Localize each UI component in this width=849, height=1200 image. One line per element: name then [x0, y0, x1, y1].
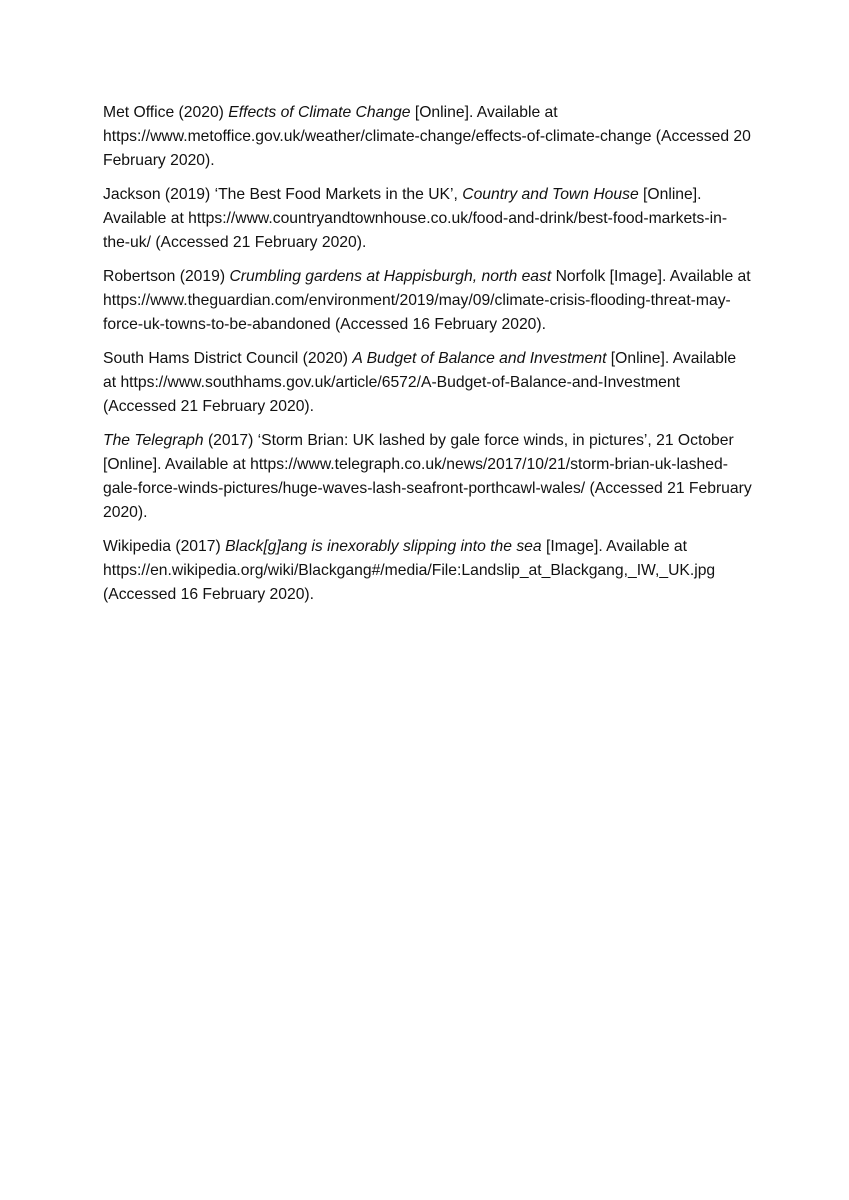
reference-entry: [103, 265, 753, 337]
reference-list: [103, 101, 753, 617]
reference-text: [Online]. Available at https://www.southhams.gov.uk/article/6572/A-Budget-of-Balance-and-Investment (Accessed 21 February 2020).: [103, 350, 737, 415]
reference-entry: [103, 347, 753, 419]
reference-text: Robertson (2019): [103, 268, 230, 285]
reference-text: [Online]. Available at https://www.countryandtownhouse.co.uk/food-and-drink/best-food-markets-in-the-uk/ (Accessed 21 February 2020).: [103, 186, 728, 251]
reference-text: [Image]. Available at https://en.wikipedia.org/wiki/Blackgang#/media/File:Landslip_at_Blackgang,_IW,_UK.jpg (Accessed 16 February 2020).: [103, 538, 716, 603]
reference-italic-title: Crumbling gardens at Happisburgh, north east: [229, 268, 552, 285]
reference-text: Met Office (2020): [103, 104, 229, 121]
reference-entry: [103, 535, 753, 607]
reference-italic-title: Effects of Climate Change: [228, 104, 411, 121]
reference-entry: [103, 101, 753, 173]
reference-italic-title: Country and Town House: [462, 186, 639, 203]
reference-entry: [103, 183, 753, 255]
reference-entry: [103, 429, 753, 525]
reference-text: [Online]. Available at https://www.metoffice.gov.uk/weather/climate-change/effects-of-climate-change (Accessed 20 February 2020).: [103, 104, 751, 169]
reference-text: Wikipedia (2017): [103, 538, 226, 555]
reference-italic-title: Black[g]ang is inexorably slipping into the sea: [225, 538, 542, 555]
reference-text: Norfolk [Image]. Available at https://www.theguardian.com/environment/2019/may/09/climate-crisis-flooding-threat-may-force-uk-towns-to-be-abandoned (Accessed 16 February 2020).: [103, 268, 751, 333]
reference-text: (2017) ‘Storm Brian: UK lashed by gale force winds, in pictures’, 21 October [Online]. Available at https://www.telegraph.co.uk/news/2017/10/21/storm-brian-uk-lashed-gale-force-winds-pictures/huge-waves-lash-seafront-porthcawl-wales/ (Accessed 21 February 2020).: [103, 432, 752, 521]
reference-italic-title: The Telegraph: [103, 432, 204, 449]
reference-italic-title: A Budget of Balance and Investment: [352, 350, 607, 367]
reference-text: South Hams District Council (2020): [103, 350, 353, 367]
reference-text: Jackson (2019) ‘The Best Food Markets in the UK’,: [103, 186, 463, 203]
